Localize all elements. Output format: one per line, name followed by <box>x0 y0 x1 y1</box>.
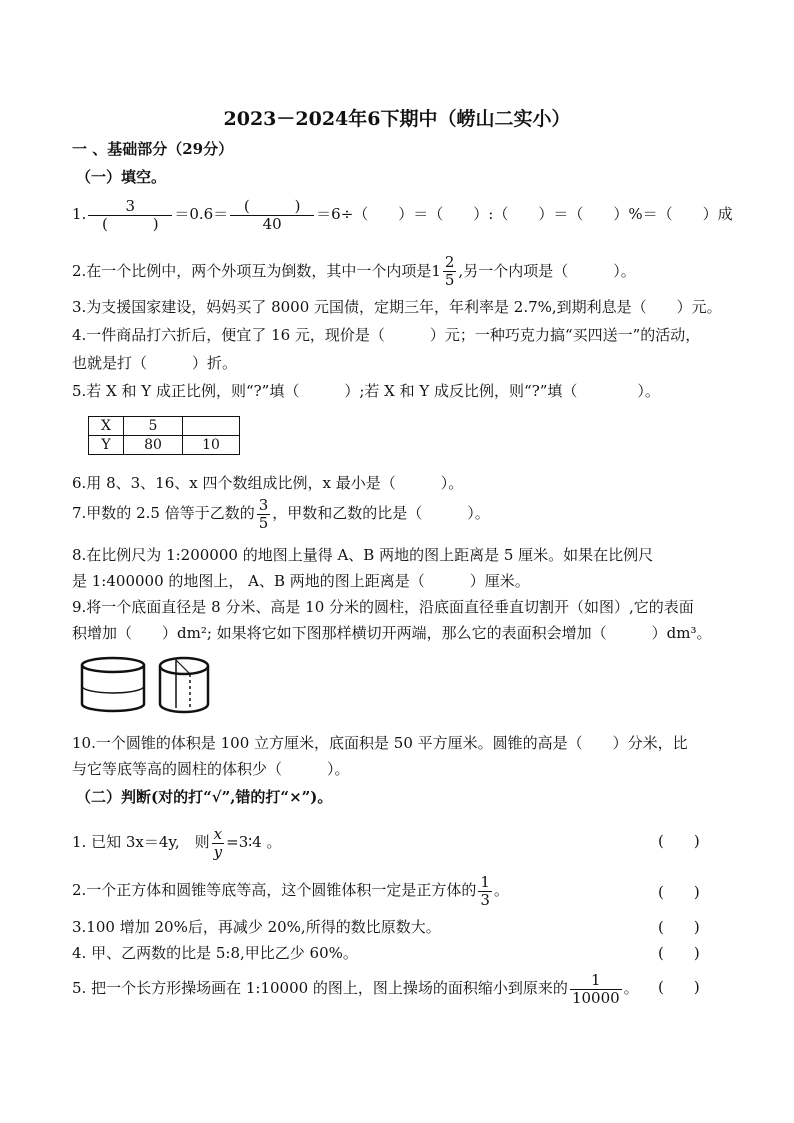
section1-heading: 一 、基础部分（29分） <box>72 140 234 158</box>
q1-frac1-den: ( ) <box>101 214 159 233</box>
page-title: 2023－2024年6下期中（崂山二实小） <box>223 108 571 130</box>
q1-fraction-2 <box>230 198 314 232</box>
part2-heading: （二）判断(对的打“√”,错的打“×”)。 <box>76 788 333 806</box>
cylinder-vertical-cut-figure <box>156 656 212 714</box>
question-2 <box>72 254 636 288</box>
question-3: 3.为支援国家建设，妈妈买了 8000 元国债，定期三年，年利率是 2.7%,到期利息是（ ）元。 <box>72 298 722 316</box>
cylinder-horizontal-cut-figure <box>78 656 148 714</box>
judge-5 <box>72 972 639 1006</box>
table-cell: X <box>89 417 124 436</box>
q7-den: 5 <box>258 513 269 532</box>
q2-num: 2 <box>444 253 455 271</box>
q7-num: 3 <box>258 496 269 514</box>
j5-after: 。 <box>623 979 639 997</box>
question-4-line-2: 也就是打（ ）折。 <box>72 354 238 372</box>
q1-fraction-1 <box>88 198 172 232</box>
table-cell: 80 <box>124 436 183 455</box>
cylinder-bottom-arc <box>82 704 144 711</box>
j5-fraction <box>570 972 622 1006</box>
j5-num: 1 <box>570 972 622 990</box>
q1-mid: ＝0.6＝ <box>174 205 229 223</box>
q7-before: 7.甲数的 2.5 倍等于乙数的 <box>72 504 255 522</box>
table-cell: 5 <box>124 417 183 436</box>
judge-2 <box>72 874 509 908</box>
question-9-line-2: 积增加（ ）dm²; 如果将它如下图那样横切开两端，那么它的表面积会增加（ ）dm³。 <box>72 624 712 642</box>
question-6: 6.用 8、3、16、x 四个数组成比例，x 最小是（ ）。 <box>72 474 464 492</box>
question-9-line-1: 9.将一个底面直径是 8 分米、高是 10 分米的圆柱，沿底面直径垂直切割开（如图）,它的表面 <box>72 598 694 616</box>
q1-prefix: 1. <box>72 205 87 223</box>
table-cell <box>183 417 240 436</box>
j5-before: 5. 把一个长方形操场画在 1:10000 的图上，图上操场的面积缩小到原来的 <box>72 979 568 997</box>
q7-fraction <box>257 497 271 531</box>
part1-heading: （一）填空。 <box>76 168 167 186</box>
question-7 <box>72 497 490 531</box>
table-cell: Y <box>89 436 124 455</box>
question-10-line-2: 与它等底等高的圆柱的体积少（ ）。 <box>72 760 350 778</box>
j2-num: 1 <box>480 873 490 891</box>
table-row <box>89 417 240 436</box>
cylinder-cut-line <box>82 686 144 693</box>
q1-frac2-den: 40 <box>262 214 282 233</box>
j1-den: y <box>213 842 223 861</box>
judge-2-answer-paren[interactable]: ( ) <box>658 883 700 901</box>
cylinder-diameter-line <box>176 660 190 674</box>
q2-den: 5 <box>444 270 455 289</box>
question-1 <box>72 198 733 232</box>
judge-3: 3.100 增加 20%后，再减少 20%,所得的数比原数大。 <box>72 918 441 936</box>
judge-4: 4. 甲、乙两数的比是 5:8,甲比乙少 60%。 <box>72 944 358 962</box>
j1-fraction <box>212 826 224 860</box>
judge-3-answer-paren[interactable]: ( ) <box>658 918 700 936</box>
table-cell: 10 <box>183 436 240 455</box>
j2-after: 。 <box>493 881 509 899</box>
q2-mixed-number <box>431 254 458 288</box>
q1-frac2-num: ( ) <box>230 198 314 216</box>
j1-before: 1. 已知 3x＝4y, 则 <box>72 833 210 851</box>
question-4-line-1: 4.一件商品打六折后，便宜了 16 元，现价是（ ）元；一种巧克力搞“买四送一”的活动， <box>72 326 701 344</box>
q2-fraction <box>443 254 457 288</box>
q1-rest: ＝6÷（ ）＝（ ）:（ ）＝（ ）%＝（ ）成 <box>316 205 733 223</box>
judge-1-answer-paren[interactable]: ( ) <box>658 832 700 850</box>
q1-frac1-num: 3 <box>88 198 172 216</box>
j2-fraction <box>478 874 492 908</box>
question-10-line-1: 10.一个圆锥的体积是 100 立方厘米，底面积是 50 平方厘米。圆锥的高是（ ）分米，比 <box>72 734 688 752</box>
question-8-line-1: 8.在比例尺为 1:200000 的地图上量得 A、B 两地的图上距离是 5 厘米。如果在比例尺 <box>72 546 654 564</box>
cylinder-top-ellipse <box>160 658 208 674</box>
cylinder-bottom-arc <box>160 704 208 712</box>
j1-after: =3∶4 。 <box>226 833 282 851</box>
question-5: 5.若 X 和 Y 成正比例，则“?”填（ ）;若 X 和 Y 成反比例，则“?”填（ ）。 <box>72 382 660 400</box>
xy-table <box>88 416 240 455</box>
q7-after: ，甲数和乙数的比是（ ）。 <box>272 504 490 522</box>
cylinder-top-ellipse <box>82 658 144 672</box>
j1-num: x <box>212 826 224 844</box>
judge-5-answer-paren[interactable]: ( ) <box>658 978 700 996</box>
q2-whole: 1 <box>431 262 441 280</box>
question-8-line-2: 是 1:400000 的地图上， A、B 两地的图上距离是（ ）厘米。 <box>72 572 530 590</box>
j5-den: 10000 <box>571 988 620 1007</box>
j2-before: 2.一个正方体和圆锥等底等高，这个圆锥体积一定是正方体的 <box>72 881 477 899</box>
judge-4-answer-paren[interactable]: ( ) <box>658 944 700 962</box>
q2-after: ,另一个内项是（ ）。 <box>458 262 636 280</box>
table-row <box>89 436 240 455</box>
q2-before: 2.在一个比例中，两个外项互为倒数，其中一个内项是 <box>72 262 432 280</box>
j2-den: 3 <box>480 890 490 909</box>
judge-1 <box>72 826 281 860</box>
